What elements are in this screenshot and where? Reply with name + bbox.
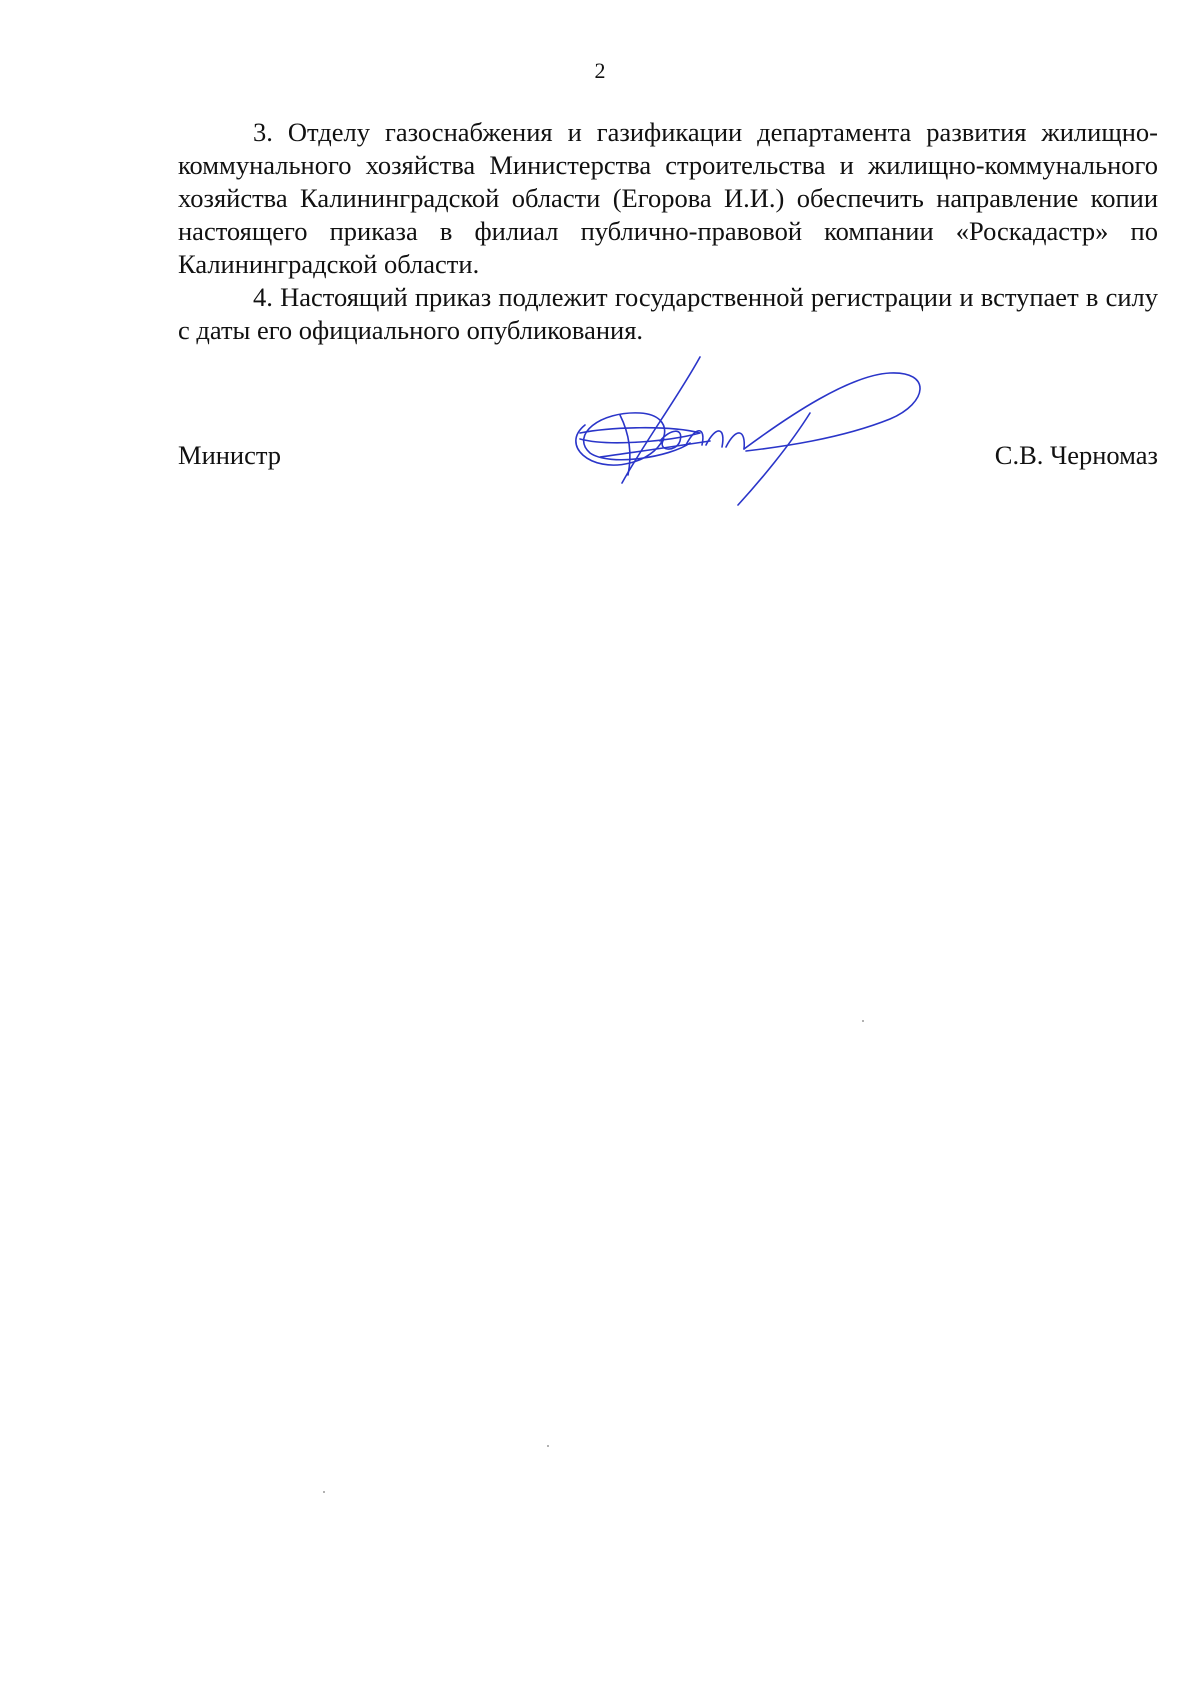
scan-speck bbox=[547, 1445, 549, 1447]
signatory-position: Министр bbox=[178, 440, 282, 470]
document-body bbox=[178, 116, 1158, 347]
paragraph-3: 3. Отделу газоснабжения и газификации департамента развития жилищно-коммунального хозяйства Министерства строительства и жилищно-коммунального хозяйства Калининградской области (Егорова И.И.) обеспечить направление копии настоящего приказа в филиал публично-правовой компании «Роскадастр» по Калининградской области. bbox=[178, 117, 1158, 279]
page-number: 2 bbox=[594, 58, 606, 83]
handwritten-signature bbox=[560, 355, 950, 515]
signatory-name: С.В. Черномаз bbox=[994, 440, 1158, 470]
scan-speck bbox=[323, 1491, 325, 1493]
scan-speck bbox=[862, 1020, 864, 1022]
paragraph-4: 4. Настоящий приказ подлежит государственной регистрации и вступает в силу с даты его официального опубликования. bbox=[178, 282, 1158, 345]
